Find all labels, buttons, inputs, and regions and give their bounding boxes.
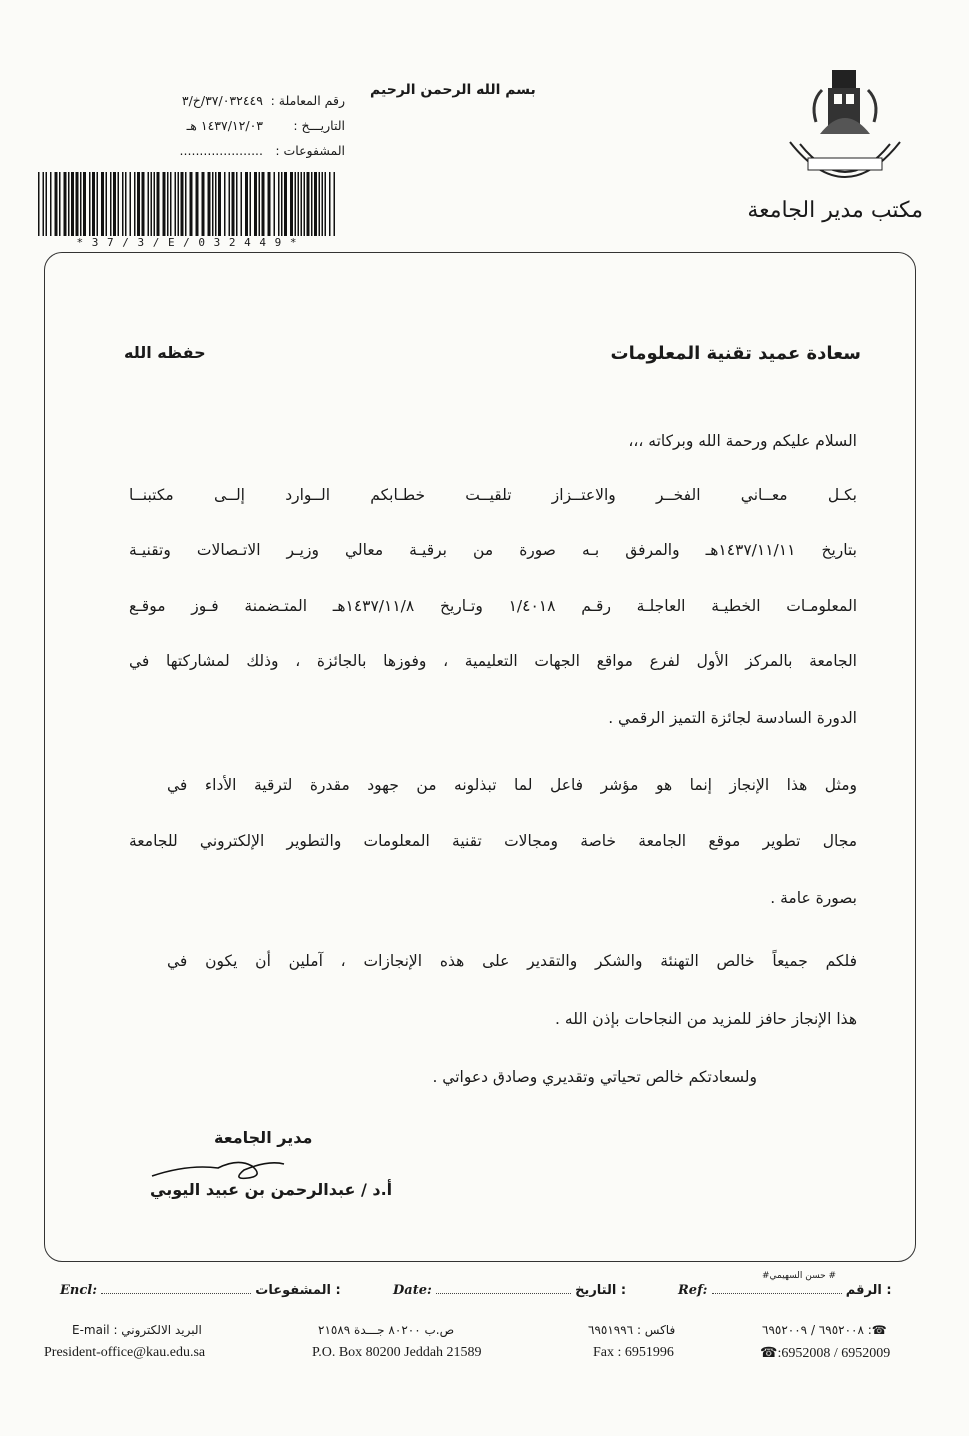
basmala: بسم الله الرحمن الرحيم — [370, 82, 536, 98]
greeting: السلام عليكم ورحمة الله وبركاته ،،، — [628, 432, 857, 450]
fax-ar: فاكس : ٦٩٥١٩٩٦ — [588, 1323, 676, 1337]
transaction-number-label: رقم المعاملة : — [270, 93, 345, 108]
encl-label-en: Encl: — [60, 1283, 98, 1298]
paragraph-1-line-2: بتاريخ ١٤٣٧/١١/١١هـ والمرفق بـه صورة من برقيـة معالي وزيـر الاتـصالات وتقنيـة — [129, 541, 857, 559]
paragraph-2-line-1: ومثل هذا الإنجاز إنما هو مؤشر فاعل لما تبذلونه من جهود مقدرة لترقية الأداء في — [167, 776, 857, 794]
date-value: ١٤٣٧/١٢/٠٣ هـ — [186, 118, 263, 133]
signer-name: أ.د / عبدالرحمن بن عبيد اليوبي — [150, 1180, 393, 1199]
email-address: President-office@kau.edu.sa — [44, 1345, 206, 1360]
barcode — [36, 172, 338, 236]
paragraph-3-line-2: هذا الإنجاز حافز للمزيد من النجاحات بإذن الله . — [555, 1010, 857, 1028]
barcode-text: * 3 7 / 3 / E / 0 3 2 4 4 9 * — [76, 236, 298, 249]
addressee: سعادة عميد تقنية المعلومات — [610, 343, 861, 364]
pobox-en: P.O. Box 80200 Jeddah 21589 — [312, 1345, 482, 1360]
paragraph-3-line-1: فلكم جميعاً خالص التهنئة والشكر والتقدير على هذه الإنجازات ، آملين أن يكون في — [167, 952, 857, 970]
fax-en: Fax : 6951996 — [593, 1345, 674, 1360]
paragraph-1-line-1: بكـل معــاني الفخــر والاعتــزاز تلقيــت خطـابكم الــوارد إلــى مكتبنــا — [129, 486, 857, 504]
date-label-en: Date: — [393, 1283, 432, 1298]
signer-title: مدير الجامعة — [214, 1128, 313, 1147]
transaction-number-row — [130, 88, 345, 113]
phone-en: ☎:6952008 / 6952009 — [760, 1346, 891, 1361]
attachments-label: المشفوعات : — [275, 143, 345, 158]
university-logo — [770, 62, 920, 192]
transaction-number-value: ٣٧/٠٣٢٤٤٩/خ/٣ — [181, 93, 263, 108]
paragraph-1-line-5: الدورة السادسة لجائزة التميز الرقمي . — [608, 709, 857, 727]
encl-label-ar: المشفوعات : — [255, 1283, 341, 1298]
paragraph-1-line-3: المعلومـات الخطيـة العاجلـة رقـم ١/٤٠١٨ وتـاريخ ١٤٣٧/١١/٨هـ المتـضمنة فـوز موقـع — [129, 597, 858, 615]
phone-ar: ☎: ٦٩٥٢٠٠٨ / ٦٩٥٢٠٠٩ — [762, 1323, 887, 1337]
email-label: البريد الالكتروني : E-mail — [72, 1323, 202, 1337]
pobox-ar: ص.ب ٨٠٢٠٠ جـــدة ٢١٥٨٩ — [318, 1323, 455, 1337]
encl-dots — [101, 1283, 251, 1294]
footer-encl — [60, 1283, 341, 1298]
date-row — [130, 113, 345, 138]
office-name: مكتب مدير الجامعة — [747, 198, 923, 223]
date-label-ar: التاريخ : — [575, 1283, 627, 1298]
ref-dots — [712, 1283, 842, 1294]
closing: ولسعادتكم خالص تحياتي وتقديري وصادق دعواتي . — [432, 1068, 757, 1086]
blessing: حفظه الله — [124, 343, 206, 362]
paragraph-2-line-2: مجال تطوير موقع الجامعة خاصة ومجالات تقنية المعلومات والتطوير الإلكتروني للجامعة — [129, 832, 857, 850]
footer-date — [393, 1283, 626, 1298]
initials: # حسن السهيمي# — [762, 1271, 837, 1281]
attachments-row — [130, 138, 345, 163]
footer-ref — [678, 1283, 892, 1298]
paragraph-1-line-4: الجامعة بالمركز الأول لفرع مواقع الجهات التعليمية ، وفوزها بالجائزة ، وذلك لمشاركتها في — [129, 652, 857, 670]
attachments-value: ..................... — [179, 143, 263, 158]
date-label: التاريـــخ : — [293, 118, 345, 133]
reference-block — [130, 88, 345, 163]
paragraph-2-line-3: بصورة عامة . — [770, 889, 857, 907]
ref-label-en: Ref: — [678, 1283, 708, 1298]
date-dots — [436, 1283, 571, 1294]
letter-frame — [44, 252, 916, 1262]
ref-label-ar: الرقم : — [845, 1283, 892, 1298]
